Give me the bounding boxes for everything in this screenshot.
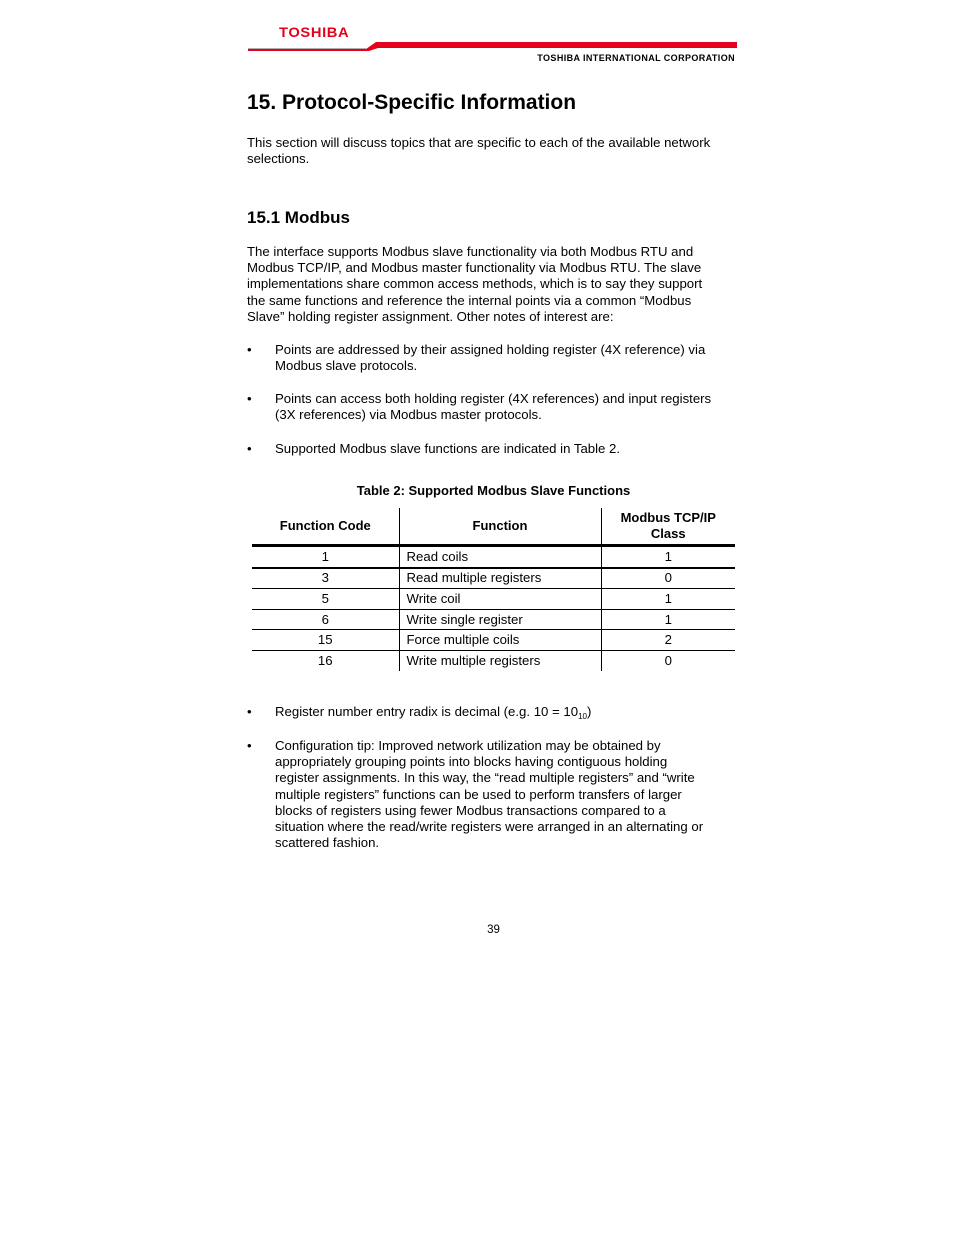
table-row xyxy=(252,650,735,670)
table-row xyxy=(252,568,735,589)
bullet-line: Points are addressed by their assigned holding register (4X reference) via xyxy=(275,342,706,357)
cell-code: 1 xyxy=(252,546,399,568)
cell-code: 15 xyxy=(252,630,399,651)
intro-line: This section will discuss topics that are specific to each of the available network xyxy=(247,135,711,150)
bullet-line: Modbus slave protocols. xyxy=(275,358,418,374)
table-row xyxy=(252,546,735,568)
cell-function: Force multiple coils xyxy=(399,630,601,651)
cell-function: Write coil xyxy=(399,589,601,610)
header-class-line: Modbus TCP/IP xyxy=(620,510,716,525)
table-row xyxy=(252,630,735,651)
cell-class: 1 xyxy=(601,589,735,610)
table-header-row xyxy=(252,508,735,546)
paragraph-line: Slave” holding register assignment. Other notes of interest are: xyxy=(247,308,614,324)
radix-subscript: 10 xyxy=(578,712,587,721)
table-row xyxy=(252,589,735,610)
intro-paragraph xyxy=(247,135,747,167)
bullet-line: register assignments. In this way, the “read multiple registers” and “write xyxy=(275,770,695,786)
subsection-title: 15.1 Modbus xyxy=(247,208,350,227)
table-caption: Table 2: Supported Modbus Slave Functions xyxy=(356,483,631,498)
cell-function: Write multiple registers xyxy=(399,650,601,670)
cell-class: 1 xyxy=(601,609,735,630)
section-title: 15. Protocol-Specific Information xyxy=(247,91,577,114)
cell-code: 3 xyxy=(252,568,399,589)
cell-function: Read multiple registers xyxy=(399,568,601,589)
header-function-code: Function Code xyxy=(252,508,399,546)
bullet-dot-icon: • xyxy=(247,391,252,406)
cell-class: 1 xyxy=(601,546,735,568)
radix-note-text: Register number entry radix is decimal (e.g. 10 = 10 xyxy=(275,704,579,719)
bullet-line: Points can access both holding register (4X references) and input registers xyxy=(275,391,712,406)
bullet-line: Configuration tip: Improved network utilization may be obtained by xyxy=(275,738,661,753)
cell-code: 5 xyxy=(252,589,399,610)
cell-class: 2 xyxy=(601,630,735,651)
corporation-name: TOSHIBA INTERNATIONAL CORPORATION xyxy=(537,53,735,63)
cell-function: Read coils xyxy=(399,546,601,568)
bullet-dot-icon: • xyxy=(247,738,252,753)
cell-code: 16 xyxy=(317,652,333,668)
cell-code: 6 xyxy=(252,609,399,630)
modbus-paragraph xyxy=(247,244,747,325)
intro-line: selections. xyxy=(247,151,310,167)
bullet-line: blocks of registers using fewer Modbus transactions compared to a xyxy=(275,802,666,818)
table-row xyxy=(252,609,735,630)
paragraph-line: The interface supports Modbus slave functionality via both Modbus RTU and xyxy=(247,244,694,259)
paragraph-line: the same functions and reference the internal points via a common “Modbus xyxy=(247,292,692,308)
bullet-line: appropriately grouping points into blocks having contiguous holding xyxy=(275,754,668,770)
paragraph-line: Modbus TCP/IP, and Modbus master functionality via Modbus RTU. The slave xyxy=(247,260,702,276)
modbus-functions-table xyxy=(252,508,735,671)
page-number: 39 xyxy=(487,924,500,936)
bullet-line: (3X references) via Modbus master protocols. xyxy=(275,407,542,423)
cell-class: 0 xyxy=(601,568,735,589)
bullet-line: Supported Modbus slave functions are indicated in Table 2. xyxy=(275,441,621,456)
bullet-line: scattered fashion. xyxy=(275,835,380,851)
radix-note-close: ) xyxy=(587,704,592,719)
bullet-line: situation where the read/write registers were arranged in an alternating or xyxy=(275,819,704,835)
header-red-rule xyxy=(248,41,737,51)
header-class xyxy=(601,508,735,546)
bullet-line: multiple registers” functions can be used to perform transfers of larger xyxy=(275,786,682,802)
bullet-dot-icon: • xyxy=(247,704,252,719)
bullet-dot-icon: • xyxy=(247,441,252,456)
header-class-line: Class xyxy=(650,526,686,541)
cell-function: Write single register xyxy=(399,609,601,630)
bullet-dot-icon: • xyxy=(247,342,252,357)
toshiba-logo: TOSHIBA xyxy=(279,24,350,40)
paragraph-line: implementations share common access methods, which is to say they support xyxy=(247,276,703,292)
cell-class: 0 xyxy=(601,650,735,670)
header-function: Function xyxy=(399,508,601,546)
